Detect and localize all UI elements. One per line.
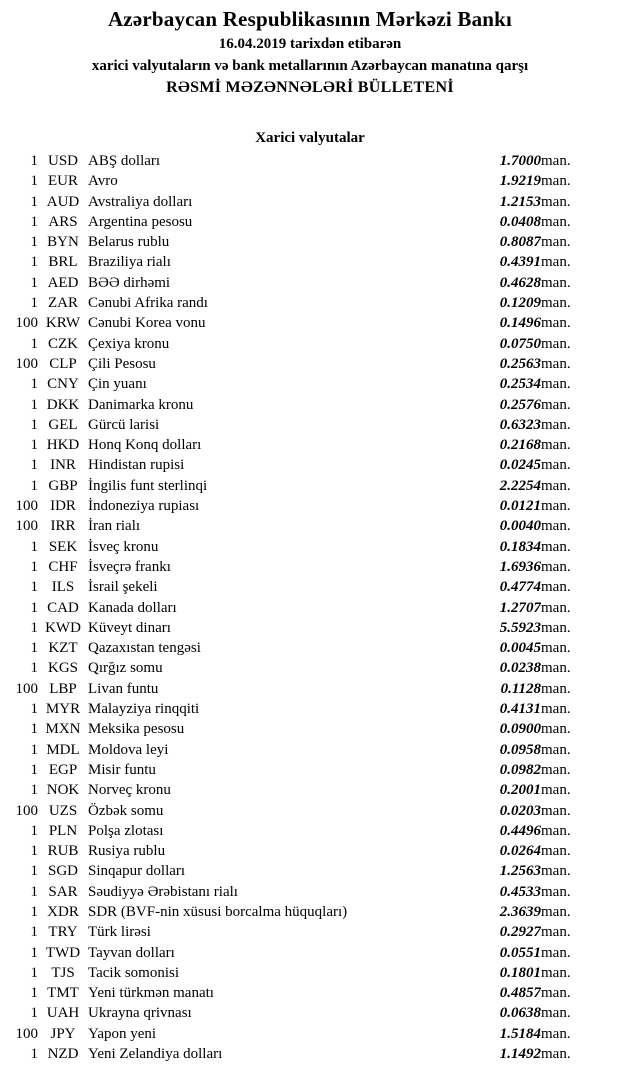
rate-cell: 0.2927 bbox=[499, 924, 541, 941]
currency-name-cell: Malayziya rinqqiti bbox=[88, 701, 200, 718]
unit-cell: man. bbox=[541, 843, 571, 860]
quantity-cell: 1 bbox=[30, 640, 38, 657]
unit-cell: man. bbox=[541, 1025, 571, 1042]
rate-cell: 1.7000 bbox=[499, 153, 541, 169]
table-row bbox=[0, 273, 620, 293]
quantity-cell: 1 bbox=[30, 660, 38, 677]
rate-cell: 0.0245 bbox=[499, 457, 541, 474]
currency-code-cell: CNY bbox=[47, 376, 79, 393]
unit-cell: man. bbox=[541, 701, 571, 718]
quantity-cell: 1 bbox=[30, 558, 38, 575]
rate-cell: 0.0203 bbox=[499, 802, 541, 819]
currency-name-cell: İsrail şekeli bbox=[88, 579, 158, 596]
currency-name-cell: Braziliya rialı bbox=[88, 254, 171, 271]
rate-cell: 0.1209 bbox=[499, 295, 541, 312]
quantity-cell: 1 bbox=[30, 396, 38, 413]
quantity-cell: 1 bbox=[30, 944, 38, 961]
quantity-cell: 1 bbox=[30, 822, 38, 839]
table-row bbox=[0, 1024, 620, 1044]
table-row bbox=[0, 699, 620, 719]
table-row bbox=[0, 171, 620, 191]
currency-code-cell: NZD bbox=[47, 1046, 79, 1063]
rate-cell: 0.4533 bbox=[499, 883, 541, 900]
unit-cell: man. bbox=[541, 173, 571, 190]
rate-cell: 1.6936 bbox=[499, 558, 541, 575]
currency-name-cell: SDR (BVF-nin xüsusi borcalma hüquqları) bbox=[88, 903, 348, 920]
currency-name-cell: İngilis funt sterlinqi bbox=[88, 477, 208, 494]
currency-name-cell: Argentina pesosu bbox=[88, 213, 193, 230]
table-row bbox=[0, 943, 620, 963]
currency-name-cell: İndoneziya rupiası bbox=[88, 498, 200, 515]
quantity-cell: 1 bbox=[30, 883, 38, 900]
currency-code-cell: EUR bbox=[48, 173, 78, 190]
currency-name-cell: Norveç kronu bbox=[88, 782, 171, 799]
quantity-cell: 1 bbox=[30, 213, 38, 230]
currency-name-cell: Türk lirəsi bbox=[88, 924, 151, 941]
currency-code-cell: SAR bbox=[48, 883, 78, 900]
quantity-cell: 100 bbox=[15, 680, 38, 697]
currency-code-cell: DKK bbox=[46, 396, 80, 413]
table-row bbox=[0, 922, 620, 942]
table-row bbox=[0, 638, 620, 658]
currency-code-cell: AED bbox=[47, 274, 79, 291]
currency-name-cell: Livan funtu bbox=[88, 680, 159, 697]
currency-name-cell: Belarus rublu bbox=[88, 234, 170, 251]
effective-date-line: 16.04.2019 tarixdən etibarən bbox=[218, 36, 402, 52]
rate-cell: 0.1128 bbox=[500, 680, 541, 697]
currency-name-cell: Honq Konq dolları bbox=[88, 437, 202, 454]
unit-cell: man. bbox=[541, 416, 571, 433]
rate-cell: 5.5923 bbox=[499, 619, 541, 636]
currency-name-cell: Çexiya kronu bbox=[88, 335, 170, 352]
quantity-cell: 1 bbox=[30, 721, 38, 738]
currency-name-cell: Misir funtu bbox=[88, 761, 156, 778]
unit-cell: man. bbox=[541, 538, 571, 555]
rate-cell: 2.2254 bbox=[499, 477, 541, 494]
currency-name-cell: Moldova leyi bbox=[88, 741, 169, 758]
unit-cell: man. bbox=[541, 234, 571, 251]
unit-cell: man. bbox=[541, 376, 571, 393]
rate-cell: 0.2534 bbox=[499, 376, 541, 393]
currency-code-cell: USD bbox=[47, 153, 78, 169]
unit-cell: man. bbox=[541, 721, 571, 738]
currency-code-cell: ILS bbox=[51, 579, 75, 596]
currency-name-cell: Çin yuanı bbox=[88, 376, 147, 393]
rate-cell: 0.0238 bbox=[499, 660, 541, 677]
table-row bbox=[0, 821, 620, 841]
rate-cell: 0.2576 bbox=[499, 396, 541, 413]
unit-cell: man. bbox=[541, 518, 571, 535]
unit-cell: man. bbox=[541, 619, 571, 636]
quantity-cell: 100 bbox=[15, 315, 38, 332]
rate-cell: 1.2153 bbox=[499, 193, 541, 210]
currency-code-cell: UAH bbox=[46, 1005, 80, 1022]
quantity-cell: 1 bbox=[30, 1005, 38, 1022]
unit-cell: man. bbox=[541, 599, 571, 616]
rate-cell: 0.1496 bbox=[499, 315, 541, 332]
table-row bbox=[0, 861, 620, 881]
table-row bbox=[0, 516, 620, 536]
currency-code-cell: TMT bbox=[47, 985, 79, 1002]
unit-cell: man. bbox=[541, 254, 571, 271]
currency-code-cell: IRR bbox=[50, 518, 76, 535]
rate-cell: 0.4131 bbox=[499, 701, 541, 718]
currency-code-cell: RUB bbox=[47, 843, 79, 860]
quantity-cell: 1 bbox=[30, 193, 38, 210]
table-row bbox=[0, 719, 620, 739]
currency-name-cell: Danimarka kronu bbox=[88, 396, 194, 413]
rate-cell: 1.2707 bbox=[499, 599, 541, 616]
unit-cell: man. bbox=[541, 437, 571, 454]
quantity-cell: 1 bbox=[30, 153, 38, 169]
currency-code-cell: IDR bbox=[50, 498, 76, 515]
quantity-cell: 1 bbox=[30, 741, 38, 758]
unit-cell: man. bbox=[541, 498, 571, 515]
unit-cell: man. bbox=[541, 1005, 571, 1022]
table-row bbox=[0, 252, 620, 272]
unit-cell: man. bbox=[541, 782, 571, 799]
rate-cell: 0.4774 bbox=[499, 579, 541, 596]
quantity-cell: 1 bbox=[30, 295, 38, 312]
rate-cell: 0.8087 bbox=[499, 234, 541, 251]
rate-cell: 0.2168 bbox=[499, 437, 541, 454]
currency-code-cell: ARS bbox=[48, 213, 78, 230]
unit-cell: man. bbox=[541, 944, 571, 961]
unit-cell: man. bbox=[541, 396, 571, 413]
currency-code-cell: PLN bbox=[48, 822, 78, 839]
currency-name-cell: Sinqapur dolları bbox=[88, 863, 186, 880]
unit-cell: man. bbox=[541, 355, 571, 372]
rate-cell: 1.2563 bbox=[499, 863, 541, 880]
quantity-cell: 1 bbox=[30, 903, 38, 920]
currency-code-cell: MXN bbox=[45, 721, 81, 738]
unit-cell: man. bbox=[541, 741, 571, 758]
currency-code-cell: EGP bbox=[48, 761, 78, 778]
unit-cell: man. bbox=[541, 193, 571, 210]
exchange-rates-table bbox=[0, 151, 620, 1064]
unit-cell: man. bbox=[541, 903, 571, 920]
table-row bbox=[0, 415, 620, 435]
quantity-cell: 1 bbox=[30, 619, 38, 636]
unit-cell: man. bbox=[541, 274, 571, 291]
rate-cell: 0.0638 bbox=[499, 1005, 541, 1022]
quantity-cell: 1 bbox=[30, 173, 38, 190]
currency-code-cell: ZAR bbox=[48, 295, 78, 312]
quantity-cell: 1 bbox=[30, 538, 38, 555]
currency-code-cell: JPY bbox=[50, 1025, 76, 1042]
currency-name-cell: Qırğız somu bbox=[88, 660, 163, 677]
unit-cell: man. bbox=[541, 315, 571, 332]
table-row bbox=[0, 577, 620, 597]
quantity-cell: 1 bbox=[30, 477, 38, 494]
unit-cell: man. bbox=[541, 457, 571, 474]
unit-cell: man. bbox=[541, 802, 571, 819]
unit-cell: man. bbox=[541, 153, 571, 169]
quantity-cell: 100 bbox=[15, 518, 38, 535]
unit-cell: man. bbox=[541, 863, 571, 880]
currency-name-cell: Cənubi Korea vonu bbox=[88, 315, 206, 332]
currency-name-cell: Hindistan rupisi bbox=[88, 457, 185, 474]
unit-cell: man. bbox=[541, 335, 571, 352]
currency-code-cell: MYR bbox=[45, 701, 81, 718]
quantity-cell: 1 bbox=[30, 964, 38, 981]
currency-code-cell: TWD bbox=[45, 944, 81, 961]
quantity-cell: 1 bbox=[30, 1046, 38, 1063]
quantity-cell: 1 bbox=[30, 254, 38, 271]
rate-cell: 0.0264 bbox=[499, 843, 541, 860]
currency-code-cell: NOK bbox=[46, 782, 80, 799]
currency-name-cell: Tacik somonisi bbox=[88, 964, 180, 981]
bulletin-title: RƏSMİ MƏZƏNNƏLƏRİ BÜLLETENİ bbox=[166, 79, 454, 96]
table-row bbox=[0, 374, 620, 394]
quantity-cell: 1 bbox=[30, 457, 38, 474]
quantity-cell: 100 bbox=[15, 498, 38, 515]
unit-cell: man. bbox=[541, 640, 571, 657]
rate-cell: 0.0982 bbox=[499, 761, 541, 778]
unit-cell: man. bbox=[541, 477, 571, 494]
currency-name-cell: İsveç kronu bbox=[88, 538, 159, 555]
currency-name-cell: Qazaxıstan tengəsi bbox=[88, 640, 201, 657]
currency-name-cell: Gürcü larisi bbox=[88, 416, 160, 433]
unit-cell: man. bbox=[541, 822, 571, 839]
currency-code-cell: KWD bbox=[45, 619, 81, 636]
currency-name-cell: ABŞ dolları bbox=[88, 153, 161, 169]
currency-code-cell: HKD bbox=[46, 437, 80, 454]
rate-cell: 0.4496 bbox=[499, 822, 541, 839]
unit-cell: man. bbox=[541, 985, 571, 1002]
rates-table-body bbox=[0, 151, 620, 1064]
rate-cell: 2.3639 bbox=[499, 903, 541, 920]
currency-name-cell: İran rialı bbox=[88, 518, 141, 535]
quantity-cell: 1 bbox=[30, 761, 38, 778]
quantity-cell: 1 bbox=[30, 863, 38, 880]
unit-cell: man. bbox=[541, 558, 571, 575]
unit-cell: man. bbox=[541, 924, 571, 941]
rate-cell: 0.0750 bbox=[499, 335, 541, 352]
quantity-cell: 1 bbox=[30, 234, 38, 251]
unit-cell: man. bbox=[541, 761, 571, 778]
currency-code-cell: CZK bbox=[48, 335, 78, 352]
unit-cell: man. bbox=[541, 579, 571, 596]
currency-code-cell: UZS bbox=[48, 802, 78, 819]
quantity-cell: 100 bbox=[15, 1025, 38, 1042]
table-row bbox=[0, 902, 620, 922]
quantity-cell: 1 bbox=[30, 924, 38, 941]
currency-name-cell: Yeni türkmən manatı bbox=[88, 985, 214, 1002]
currency-name-cell: Özbək somu bbox=[88, 802, 164, 819]
unit-cell: man. bbox=[541, 295, 571, 312]
table-row bbox=[0, 151, 620, 171]
quantity-cell: 1 bbox=[30, 985, 38, 1002]
currency-code-cell: SGD bbox=[47, 863, 78, 880]
unit-cell: man. bbox=[541, 883, 571, 900]
rate-cell: 0.4391 bbox=[499, 254, 541, 271]
currency-name-cell: Yeni Zelandiya dolları bbox=[88, 1046, 223, 1063]
rate-cell: 0.0408 bbox=[499, 213, 541, 230]
table-row bbox=[0, 212, 620, 232]
table-row bbox=[0, 334, 620, 354]
table-row bbox=[0, 740, 620, 760]
currency-code-cell: SEK bbox=[48, 538, 78, 555]
currency-name-cell: Çili Pesosu bbox=[88, 355, 156, 372]
currency-code-cell: TRY bbox=[48, 924, 78, 941]
currency-code-cell: CLP bbox=[49, 355, 77, 372]
currency-name-cell: Küveyt dinarı bbox=[88, 619, 171, 636]
currency-name-cell: Polşa zlotası bbox=[88, 822, 164, 839]
rate-cell: 0.0045 bbox=[499, 640, 541, 657]
bank-name-title: Azərbaycan Respublikasının Mərkəzi Bankı bbox=[107, 7, 513, 31]
currency-code-cell: LBP bbox=[49, 680, 77, 697]
rate-cell: 0.2563 bbox=[499, 355, 541, 372]
quantity-cell: 1 bbox=[30, 782, 38, 799]
currency-code-cell: BYN bbox=[47, 234, 79, 251]
currency-code-cell: GBP bbox=[48, 477, 78, 494]
unit-cell: man. bbox=[541, 660, 571, 677]
unit-cell: man. bbox=[541, 213, 571, 230]
quantity-cell: 1 bbox=[30, 579, 38, 596]
rate-cell: 1.9219 bbox=[499, 173, 541, 190]
quantity-cell: 1 bbox=[30, 701, 38, 718]
table-row bbox=[0, 598, 620, 618]
quantity-cell: 1 bbox=[30, 416, 38, 433]
currency-code-cell: AUD bbox=[46, 193, 80, 210]
table-row bbox=[0, 658, 620, 678]
bulletin-header bbox=[0, 0, 620, 99]
currency-code-cell: CHF bbox=[48, 558, 78, 575]
rate-cell: 0.2001 bbox=[499, 782, 541, 799]
currency-name-cell: Tayvan dolları bbox=[88, 944, 175, 961]
currency-code-cell: TJS bbox=[51, 964, 75, 981]
currency-name-cell: İsveçrə frankı bbox=[88, 558, 171, 575]
table-row bbox=[0, 618, 620, 638]
table-row bbox=[0, 395, 620, 415]
table-row bbox=[0, 293, 620, 313]
currency-name-cell: Kanada dolları bbox=[88, 599, 177, 616]
table-row bbox=[0, 963, 620, 983]
quantity-cell: 1 bbox=[30, 274, 38, 291]
rate-cell: 1.5184 bbox=[499, 1025, 541, 1042]
unit-cell: man. bbox=[541, 1046, 571, 1063]
currency-name-cell: Meksika pesosu bbox=[88, 721, 185, 738]
table-row bbox=[0, 232, 620, 252]
table-row bbox=[0, 496, 620, 516]
rate-cell: 0.1834 bbox=[499, 538, 541, 555]
quantity-cell: 100 bbox=[15, 802, 38, 819]
table-row bbox=[0, 841, 620, 861]
table-row bbox=[0, 1003, 620, 1023]
table-row bbox=[0, 557, 620, 577]
currency-name-cell: Yapon yeni bbox=[88, 1025, 157, 1042]
currency-name-cell: Rusiya rublu bbox=[88, 843, 166, 860]
quantity-cell: 1 bbox=[30, 599, 38, 616]
table-row bbox=[0, 1044, 620, 1064]
rate-cell: 0.4628 bbox=[499, 274, 541, 291]
subtitle-line: xarici valyutaların və bank metallarının Azərbaycan manatına qarşı bbox=[91, 58, 529, 74]
quantity-cell: 100 bbox=[15, 355, 38, 372]
currency-name-cell: BƏƏ dirhəmi bbox=[88, 274, 171, 291]
table-row bbox=[0, 983, 620, 1003]
currency-name-cell: Avro bbox=[88, 173, 118, 190]
quantity-cell: 1 bbox=[30, 843, 38, 860]
rate-cell: 0.1801 bbox=[499, 964, 541, 981]
table-row bbox=[0, 537, 620, 557]
table-row bbox=[0, 354, 620, 374]
currency-code-cell: XDR bbox=[47, 903, 79, 920]
table-row bbox=[0, 679, 620, 699]
quantity-cell: 1 bbox=[30, 335, 38, 352]
currency-name-cell: Səudiyyə Ərəbistanı rialı bbox=[88, 883, 238, 900]
unit-cell: man. bbox=[541, 680, 571, 697]
table-row bbox=[0, 760, 620, 780]
quantity-cell: 1 bbox=[30, 376, 38, 393]
section-title-foreign-currencies: Xarici valyutalar bbox=[255, 130, 365, 146]
table-row bbox=[0, 313, 620, 333]
currency-name-cell: Avstraliya dolları bbox=[88, 193, 193, 210]
quantity-cell: 1 bbox=[30, 437, 38, 454]
currency-code-cell: GEL bbox=[48, 416, 78, 433]
currency-code-cell: KZT bbox=[48, 640, 78, 657]
table-row bbox=[0, 801, 620, 821]
table-row bbox=[0, 780, 620, 800]
rate-cell: 0.0900 bbox=[499, 721, 541, 738]
table-row bbox=[0, 476, 620, 496]
rate-cell: 0.4857 bbox=[499, 985, 541, 1002]
rate-cell: 0.0551 bbox=[499, 944, 541, 961]
unit-cell: man. bbox=[541, 964, 571, 981]
rate-cell: 0.6323 bbox=[499, 416, 541, 433]
currency-code-cell: CAD bbox=[47, 599, 79, 616]
rate-cell: 0.0958 bbox=[499, 741, 541, 758]
currency-code-cell: BRL bbox=[48, 254, 78, 271]
currency-name-cell: Ukrayna qrivnası bbox=[88, 1005, 192, 1022]
rate-cell: 0.0040 bbox=[499, 518, 541, 535]
table-row bbox=[0, 455, 620, 475]
rate-cell: 1.1492 bbox=[499, 1046, 541, 1063]
currency-code-cell: MDL bbox=[46, 741, 80, 758]
currency-code-cell: INR bbox=[50, 457, 76, 474]
table-row bbox=[0, 882, 620, 902]
table-row bbox=[0, 192, 620, 212]
table-row bbox=[0, 435, 620, 455]
currency-name-cell: Cənubi Afrika randı bbox=[88, 295, 208, 312]
currency-code-cell: KGS bbox=[47, 660, 78, 677]
currency-code-cell: KRW bbox=[45, 315, 81, 332]
rate-cell: 0.0121 bbox=[499, 498, 541, 515]
